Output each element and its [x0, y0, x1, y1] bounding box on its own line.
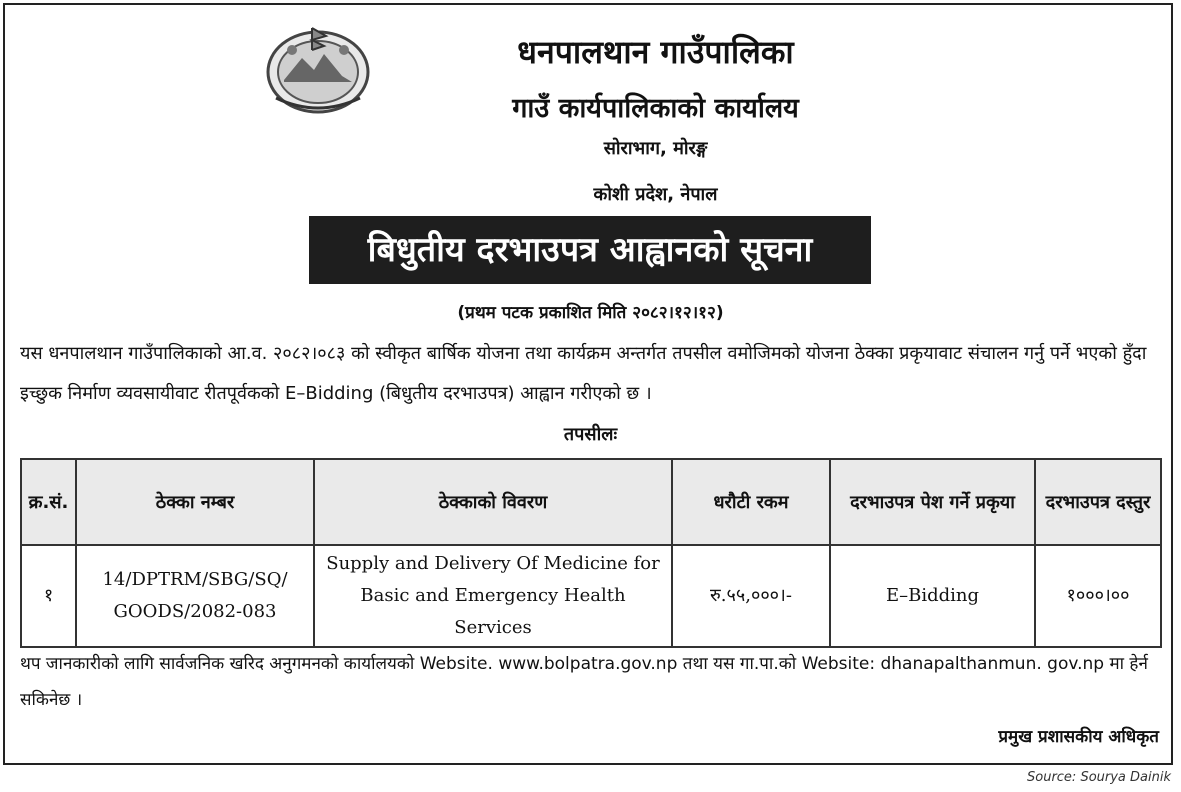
province: कोशी प्रदेश, नेपाल [593, 184, 718, 205]
org-name: धनपालथान गाउँपालिका [517, 33, 794, 71]
footer-info: थप जानकारीको लागि सार्वजनिक खरिद अनुगमनको कार्यालयको Website. www.bolpatra.gov.np तथा यस गा.पा.को Website: dhanapalthanmun. gov.np मा हेर्न सकिनेछ । [20, 654, 1148, 710]
details-label: तपसीलः [563, 424, 618, 445]
signature: प्रमुख प्रशासकीय अधिकृत [998, 727, 1159, 747]
cell-contract-number: 14/DPTRM/SBG/SQ/ GOODS/2082-083 [76, 545, 314, 647]
notice-paragraph: यस धनपालथान गाउँपालिकाको आ.व. २०८२।०८३ को स्वीकृत बार्षिक योजना तथा कार्यक्रम अन्तर्गत तपसील वमोजिमको योजना ठेक्का प्रकृयावाट संचालन गर्नु पर्ने भएको हुँदा इच्छुक निर्माण व्यवसायीवाट रीतपूर्वकको E–Bidding (बिधुतीय दरभाउपत्र) आह्वान गरीएको छ । [20, 343, 1147, 404]
published-date: (प्रथम पटक प्रकाशित मिति २०८२।१२।१२) [457, 303, 724, 323]
cell-fee: १०००।०० [1035, 545, 1161, 647]
col-header-submission-method: दरभाउपत्र पेश गर्ने प्रकृया [830, 459, 1035, 545]
notice-title: बिधुतीय दरभाउपत्र आह्वानको सूचना [309, 216, 871, 284]
cell-serial: १ [21, 545, 76, 647]
col-header-fee: दरभाउपत्र दस्तुर [1035, 459, 1161, 545]
col-header-deposit: धरौटी रकम [672, 459, 830, 545]
cell-description: Supply and Delivery Of Medicine for Basic and Emergency Health Services [314, 545, 672, 647]
cell-deposit: रु.५५,०००।- [672, 545, 830, 647]
cell-submission-method: E–Bidding [830, 545, 1035, 647]
table-row [21, 545, 1161, 647]
address: सोराभाग, मोरङ्ग [603, 138, 708, 159]
office-name: गाउँ कार्यपालिकाको कार्यालय [512, 93, 799, 124]
table-header-row [21, 459, 1161, 545]
col-header-description: ठेक्काको विवरण [314, 459, 672, 545]
tender-table [20, 458, 1162, 648]
col-header-contract-number: ठेक्का नम्बर [76, 459, 314, 545]
source-credit: Source: Sourya Dainik [1027, 770, 1171, 785]
col-header-serial: क्र.सं. [21, 459, 76, 545]
